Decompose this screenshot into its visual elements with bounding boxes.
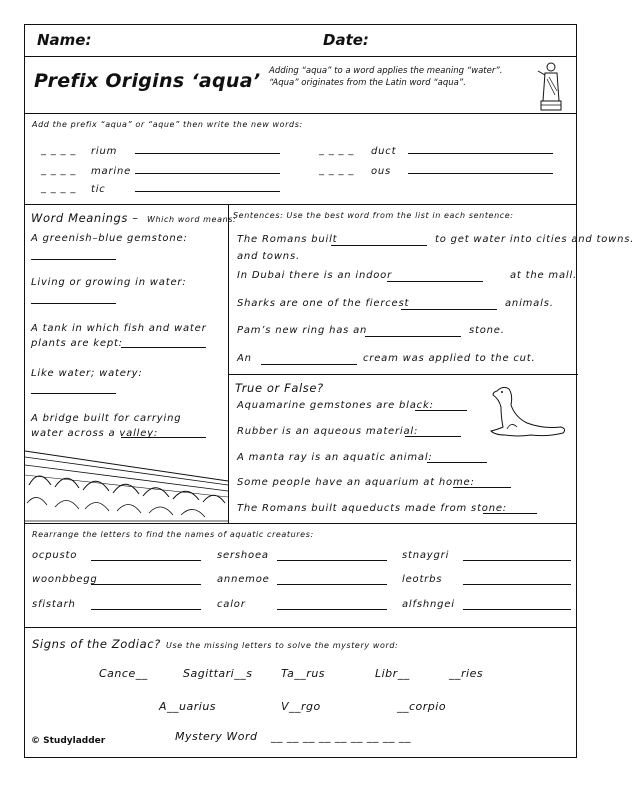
word-meanings-heading: Word Meanings – <box>31 211 139 225</box>
divider <box>228 374 578 375</box>
answer-line[interactable] <box>401 309 497 310</box>
scrambled-word: alfshngei <box>402 599 455 610</box>
answer-line[interactable] <box>121 347 206 348</box>
divider <box>25 627 576 628</box>
answer-line[interactable] <box>135 173 280 174</box>
scrambled-word: leotrbs <box>402 574 443 585</box>
sentence-before: In Dubai there is an indoor <box>237 270 393 281</box>
answer-line[interactable] <box>91 560 201 561</box>
suffix-duct: duct <box>371 146 397 157</box>
meaning-item: A bridge built for carrying water across a valley: <box>31 413 182 439</box>
scrambled-word: sershoea <box>217 550 269 561</box>
suffix-tic: tic <box>91 184 106 195</box>
sentence-before: Pam’s new ring has an <box>237 325 368 336</box>
answer-line[interactable] <box>405 436 461 437</box>
answer-line[interactable] <box>463 609 571 610</box>
scrambled-word: calor <box>217 599 246 610</box>
divider <box>25 56 576 57</box>
sentence-after: cream was applied to the cut. <box>363 353 536 364</box>
zodiac-word: Libr__ <box>375 667 410 680</box>
date-label: Date: <box>323 31 369 49</box>
scrambled-word: ocpusto <box>32 550 78 561</box>
scrambled-word: woonbbegg <box>32 574 98 585</box>
answer-line[interactable] <box>408 153 553 154</box>
answer-line[interactable] <box>261 364 357 365</box>
answer-line[interactable] <box>31 259 116 260</box>
prefix-blank: _ _ _ _ <box>319 145 355 156</box>
aqueduct-illustration <box>25 445 228 523</box>
answer-line[interactable] <box>387 281 483 282</box>
prefix-blank: _ _ _ _ <box>319 165 355 176</box>
answer-line[interactable] <box>453 487 511 488</box>
meaning-item: Living or growing in water: <box>31 277 187 288</box>
column-divider <box>228 204 229 523</box>
sentences-instruction: Sentences: Use the best word from the list in each sentence: <box>233 211 514 220</box>
answer-line[interactable] <box>121 437 206 438</box>
answer-line[interactable] <box>91 584 201 585</box>
prefix-blank: _ _ _ _ <box>41 145 77 156</box>
meaning-item: A tank in which fish and water plants are kept: <box>31 323 207 349</box>
answer-line[interactable] <box>331 245 427 246</box>
tf-item: A manta ray is an aquatic animal: <box>237 452 433 463</box>
sentence-before: The Romans built <box>237 234 338 245</box>
meaning-item: Like water; watery: <box>31 368 143 379</box>
copyright-icon: © <box>31 736 40 746</box>
rearrange-instruction: Rearrange the letters to find the names of aquatic creatures: <box>32 530 314 539</box>
scrambled-word: sfistarh <box>32 599 76 610</box>
answer-line[interactable] <box>415 410 467 411</box>
mystery-word-label: Mystery Word <box>175 730 258 743</box>
tf-item: Some people have an aquarium at home: <box>237 477 475 488</box>
prefix-blank: _ _ _ _ <box>41 165 77 176</box>
mystery-word-blanks[interactable]: __ __ __ __ __ __ __ __ __ <box>271 730 411 743</box>
sentence-before: Sharks are one of the fiercest <box>237 298 410 309</box>
answer-line[interactable] <box>365 336 461 337</box>
suffix-ous: ous <box>371 166 392 177</box>
brand-name: Studyladder <box>43 736 106 746</box>
answer-line[interactable] <box>408 173 553 174</box>
zodiac-word: Ta__rus <box>281 667 326 680</box>
prefix-blank: _ _ _ _ <box>41 183 77 194</box>
sentence-before: An <box>237 353 252 364</box>
worksheet <box>24 24 634 758</box>
divider <box>25 523 576 524</box>
answer-line[interactable] <box>135 153 280 154</box>
sentence-continuation: and towns. <box>237 251 300 262</box>
sentence-after: stone. <box>469 325 505 336</box>
intro-line-2: “Aqua” originates from the Latin word “aqua”. <box>269 78 466 88</box>
answer-line[interactable] <box>31 393 116 394</box>
prefix-instruction: Add the prefix “aqua” or “aque” then write the new words: <box>32 120 303 129</box>
answer-line[interactable] <box>483 513 537 514</box>
answer-line[interactable] <box>463 560 571 561</box>
zodiac-heading: Signs of the Zodiac? <box>32 637 161 651</box>
answer-line[interactable] <box>277 584 387 585</box>
answer-line[interactable] <box>135 191 280 192</box>
scrambled-word: stnaygri <box>402 550 450 561</box>
scrambled-word: annemoe <box>217 574 270 585</box>
tf-item: Rubber is an aqueous material: <box>237 426 419 437</box>
sentence-after: to get water into cities and towns. <box>435 234 634 245</box>
zodiac-word: V__rgo <box>281 700 321 713</box>
true-false-heading: True or False? <box>235 381 324 395</box>
divider <box>25 204 576 205</box>
name-label: Name: <box>37 31 92 49</box>
zodiac-word: __corpio <box>397 700 447 713</box>
divider <box>25 113 576 114</box>
answer-line[interactable] <box>277 560 387 561</box>
sentence-after: at the mall. <box>510 270 578 281</box>
seal-icon <box>487 383 569 443</box>
suffix-marine: marine <box>91 166 132 177</box>
zodiac-word: Sagittari__s <box>183 667 253 680</box>
tf-item: The Romans built aqueducts made from stone: <box>237 503 507 514</box>
roman-figure-icon <box>535 61 567 113</box>
answer-line[interactable] <box>31 303 116 304</box>
word-meanings-subheading: Which word means: <box>147 215 237 224</box>
meaning-item: A greenish–blue gemstone: <box>31 233 188 244</box>
zodiac-instruction: Use the missing letters to solve the mystery word: <box>166 641 399 650</box>
answer-line[interactable] <box>427 462 487 463</box>
zodiac-word: __ries <box>449 667 484 680</box>
page-title: Prefix Origins ‘aqua’ <box>34 70 261 92</box>
answer-line[interactable] <box>277 609 387 610</box>
intro-text <box>269 65 539 89</box>
sentence-after: animals. <box>505 298 554 309</box>
zodiac-word: Cance__ <box>99 667 148 680</box>
answer-line[interactable] <box>463 584 571 585</box>
answer-line[interactable] <box>91 609 201 610</box>
tf-item: Aquamarine gemstones are black: <box>237 400 434 411</box>
intro-line-1: Adding “aqua” to a word applies the meaning “water”. <box>269 66 503 76</box>
suffix-rium: rium <box>91 146 118 157</box>
footer <box>31 736 105 746</box>
zodiac-word: A__uarius <box>159 700 217 713</box>
